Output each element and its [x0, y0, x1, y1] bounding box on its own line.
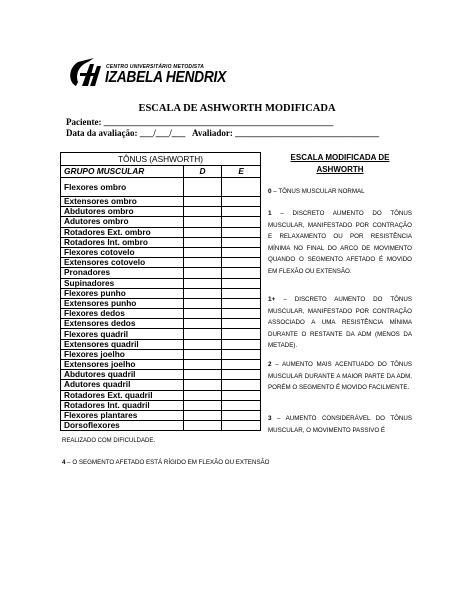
right-side-cell[interactable]: [183, 178, 222, 197]
left-side-cell[interactable]: [222, 319, 261, 329]
date-blank[interactable]: ___/___/___: [139, 128, 186, 138]
left-side-cell[interactable]: [222, 349, 261, 359]
right-side-cell[interactable]: [183, 339, 222, 349]
right-side-cell[interactable]: [183, 400, 222, 410]
right-side-cell[interactable]: [183, 288, 222, 298]
muscle-group-label: Extensores ombro: [61, 197, 184, 207]
table-row: [61, 360, 261, 370]
muscle-group-label: Rotadores Int. ombro: [61, 237, 184, 247]
right-side-cell[interactable]: [183, 380, 222, 390]
scale-grade: 3: [268, 415, 272, 422]
table-row: [61, 237, 261, 247]
table-row: [61, 339, 261, 349]
logo-name: IZABELA HENDRIX: [105, 69, 227, 86]
scale-description: – DISCRETO AUMENTO DO TÔNUS MUSCULAR, MANIFESTADO POR CONTRAÇÃO ASSOCIADO A UMA RESISTÊNCIA MÍNIMA DURANTE O RESTANTE DA ADM (MENOS DA METADE).: [268, 296, 412, 349]
left-side-cell[interactable]: [222, 339, 261, 349]
scale-grade: 2: [268, 361, 272, 368]
right-side-cell[interactable]: [183, 319, 222, 329]
table-row: [61, 197, 261, 207]
muscle-group-label: Flexores ombro: [61, 178, 184, 197]
left-side-cell[interactable]: [222, 278, 261, 288]
muscle-group-label: Extensores dedos: [61, 319, 184, 329]
right-side-cell[interactable]: [183, 247, 222, 257]
muscle-group-label: Flexores joelho: [61, 349, 184, 359]
table-row: [61, 309, 261, 319]
date-label: Data da avaliação:: [66, 128, 138, 138]
right-side-cell[interactable]: [183, 298, 222, 308]
left-side-cell[interactable]: [222, 197, 261, 207]
scale-title: ESCALA MODIFICADA DE ASHWORTH: [290, 153, 390, 174]
muscle-group-label: Adutores quadril: [61, 380, 184, 390]
left-side-cell[interactable]: [222, 421, 261, 431]
muscle-group-label: Extensores joelho: [61, 360, 184, 370]
table-row: [61, 247, 261, 257]
table-row: [61, 268, 261, 278]
scale-description: – TÔNUS MUSCULAR NORMAL: [271, 188, 365, 195]
right-side-cell[interactable]: [183, 370, 222, 380]
muscle-group-label: Flexores cotovelo: [61, 247, 184, 257]
col-header-muscle-group: GRUPO MUSCULAR: [61, 166, 184, 178]
right-side-cell[interactable]: [183, 207, 222, 217]
date-field[interactable]: [66, 128, 185, 138]
right-side-cell[interactable]: [183, 278, 222, 288]
left-side-cell[interactable]: [222, 390, 261, 400]
right-side-cell[interactable]: [183, 237, 222, 247]
evaluator-blank[interactable]: ________________________________: [235, 128, 380, 138]
right-side-cell[interactable]: [183, 410, 222, 420]
col-header-right: D: [183, 166, 222, 178]
right-side-cell[interactable]: [183, 197, 222, 207]
left-side-cell[interactable]: [222, 410, 261, 420]
muscle-group-label: Flexores punho: [61, 288, 184, 298]
muscle-group-label: Abdutores ombro: [61, 207, 184, 217]
patient-blank[interactable]: ___________________________________________________: [103, 117, 334, 127]
left-side-cell[interactable]: [222, 400, 261, 410]
right-side-cell[interactable]: [183, 421, 222, 431]
evaluator-label: Avaliador:: [192, 128, 233, 138]
right-side-cell[interactable]: [183, 360, 222, 370]
scale-item-1: [268, 208, 412, 277]
table-row: [61, 390, 261, 400]
scale-grade: 1: [268, 210, 272, 217]
left-side-cell[interactable]: [222, 237, 261, 247]
left-side-cell[interactable]: [222, 247, 261, 257]
right-side-cell[interactable]: [183, 349, 222, 359]
scale-item-0: [268, 186, 412, 198]
table-row: [61, 258, 261, 268]
table-row: [61, 400, 261, 410]
page-title: ESCALA DE ASHWORTH MODIFICADA: [138, 103, 336, 114]
table-row: [61, 298, 261, 308]
table-row: [61, 319, 261, 329]
table-title: TÔNUS (ASHWORTH): [61, 153, 261, 166]
table-row: [61, 349, 261, 359]
scale-item-3-continuation: REALIZADO COM DIFICULDADE.: [62, 438, 156, 444]
scale-item-2: [268, 359, 412, 394]
left-side-cell[interactable]: [222, 380, 261, 390]
table-row: [61, 421, 261, 431]
scale-item-3: [268, 413, 412, 436]
table-row: [61, 217, 261, 227]
table-row: [61, 370, 261, 380]
muscle-group-label: Extensores cotovelo: [61, 258, 184, 268]
table-row: [61, 227, 261, 237]
right-side-cell[interactable]: [183, 390, 222, 400]
table-row: [61, 410, 261, 420]
col-header-left: E: [222, 166, 261, 178]
right-side-cell[interactable]: [183, 227, 222, 237]
muscle-group-label: Extensores quadril: [61, 339, 184, 349]
scale-description: – O SEGMENTO AFETADO ESTÁ RÍGIDO EM FLEXÃO OU EXTENSÃO: [65, 459, 270, 466]
muscle-group-label: Extensores punho: [61, 298, 184, 308]
scale-item-1plus: [268, 294, 412, 352]
muscle-group-label: Flexores dedos: [61, 309, 184, 319]
table-row: [61, 207, 261, 217]
table-row: [61, 288, 261, 298]
scale-description: – DISCRETO AUMENTO DO TÔNUS MUSCULAR, MANIFESTADO POR CONTRAÇÃO E RELAXAMENTO OU POR RESISTÊNCIA MÍNIMA NO FINAL DO ARCO DE MOVIMENTO QUANDO O SEGMENTO AFETADO É MOVIDO EM FLEXÃO OU EXTENSÃO.: [268, 210, 412, 275]
scale-grade: 4: [62, 459, 66, 466]
tonus-table: [60, 152, 261, 431]
logo-subtitle: CENTRO UNIVERSITÁRIO METODISTA: [106, 64, 205, 70]
table-row: [61, 178, 261, 197]
patient-label: Paciente:: [66, 117, 102, 127]
left-side-cell[interactable]: [222, 360, 261, 370]
muscle-group-label: Abdutores quadril: [61, 370, 184, 380]
scale-description: – AUMENTO MAIS ACENTUADO DO TÔNUS MUSCULAR DURANTE A MAIOR PARTE DA ADM, PORÉM O SEGMENTO É MOVIDO FACILMENTE.: [268, 361, 412, 391]
left-side-cell[interactable]: [222, 298, 261, 308]
right-side-cell[interactable]: [183, 268, 222, 278]
left-side-cell[interactable]: [222, 207, 261, 217]
scale-item-4: [62, 459, 269, 467]
left-side-cell[interactable]: [222, 258, 261, 268]
logo-emblem-icon: [66, 56, 104, 92]
left-side-cell[interactable]: [222, 217, 261, 227]
muscle-group-label: Rotadores Ext. ombro: [61, 227, 184, 237]
muscle-group-label: Dorsoflexores: [61, 421, 184, 431]
muscle-group-label: Rotadores Ext. quadril: [61, 390, 184, 400]
muscle-group-label: Adutores ombro: [61, 217, 184, 227]
patient-field[interactable]: [66, 117, 333, 127]
muscle-group-label: Flexores quadril: [61, 329, 184, 339]
muscle-group-label: Pronadores: [61, 268, 184, 278]
left-side-cell[interactable]: [222, 329, 261, 339]
left-side-cell[interactable]: [222, 370, 261, 380]
left-side-cell[interactable]: [222, 178, 261, 197]
institution-logo: [66, 56, 227, 92]
right-side-cell[interactable]: [183, 309, 222, 319]
scale-grade: 0: [268, 188, 272, 195]
scale-description: – AUMENTO CONSIDERÁVEL DO TÔNUS MUSCULAR, O MOVIMENTO PASSIVO É: [268, 415, 412, 434]
muscle-group-label: Supinadores: [61, 278, 184, 288]
right-side-cell[interactable]: [183, 258, 222, 268]
table-row: [61, 329, 261, 339]
left-side-cell[interactable]: [222, 227, 261, 237]
right-side-cell[interactable]: [183, 217, 222, 227]
evaluator-field[interactable]: [192, 128, 379, 138]
left-side-cell[interactable]: [222, 268, 261, 278]
muscle-group-label: Rotadores Int. quadril: [61, 400, 184, 410]
muscle-group-label: Flexores plantares: [61, 410, 184, 420]
table-row: [61, 278, 261, 288]
scale-grade: 1+: [268, 296, 276, 303]
right-side-cell[interactable]: [183, 329, 222, 339]
table-row: [61, 380, 261, 390]
left-side-cell[interactable]: [222, 309, 261, 319]
left-side-cell[interactable]: [222, 288, 261, 298]
